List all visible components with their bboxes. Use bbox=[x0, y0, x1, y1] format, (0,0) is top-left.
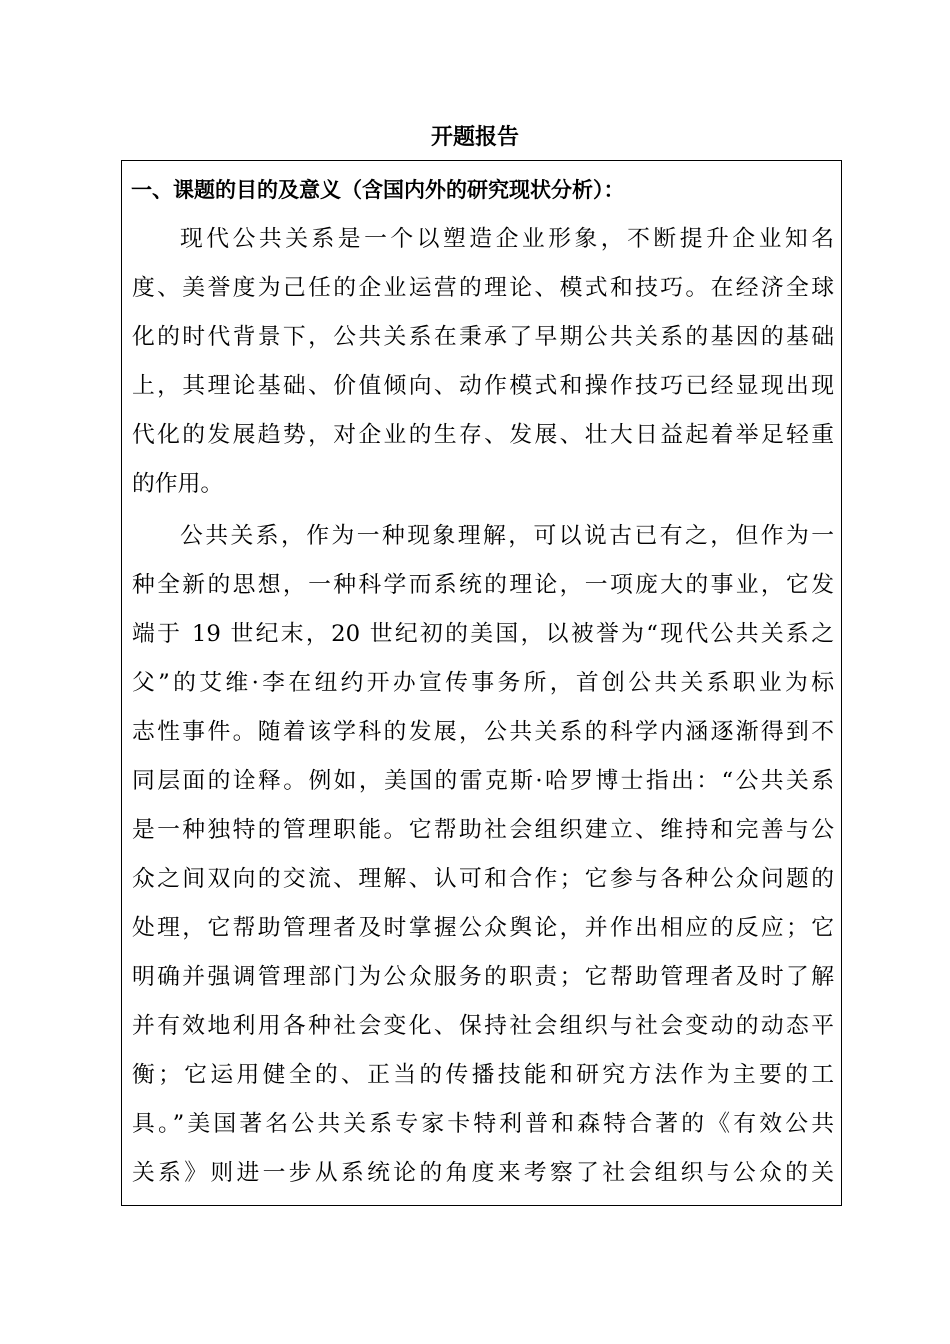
paragraph-1-line-1: 现代公共关系是一个以塑造企业形象，不断提升企业知名 bbox=[180, 226, 834, 252]
paragraph-1-line-6: 的作用。 bbox=[132, 471, 224, 497]
paragraph-2-line-8: 众之间双向的交流、理解、认可和合作；它参与各种公众问题的 bbox=[132, 866, 834, 892]
paragraph-2-line-12: 衡；它运用健全的、正当的传播技能和研究方法作为主要的工 bbox=[132, 1062, 834, 1088]
paragraph-2-line-11: 并有效地利用各种社会变化、保持社会组织与社会变动的动态平 bbox=[132, 1013, 834, 1039]
paragraph-1-line-5: 代化的发展趋势，对企业的生存、发展、壮大日益起着举足轻重 bbox=[132, 422, 834, 448]
paragraph-1-line-3: 化的时代背景下，公共关系在秉承了早期公共关系的基因的基础 bbox=[132, 324, 834, 350]
paragraph-2-line-3: 端于 19 世纪末，20 世纪初的美国，以被誉为“现代公共关系之 bbox=[132, 621, 834, 647]
paragraph-1-line-2: 度、美誉度为己任的企业运营的理论、模式和技巧。在经济全球 bbox=[132, 275, 834, 301]
report-content-box bbox=[121, 160, 842, 1206]
paragraph-2-line-6: 同层面的诠释。例如，美国的雷克斯·哈罗博士指出：“公共关系 bbox=[132, 768, 834, 794]
paragraph-2-line-10: 明确并强调管理部门为公众服务的职责；它帮助管理者及时了解 bbox=[132, 964, 834, 990]
section-heading: 一、课题的目的及意义（含国内外的研究现状分析）： bbox=[131, 177, 625, 202]
paragraph-2-line-13: 具。”美国著名公共关系专家卡特利普和森特合著的《有效公共 bbox=[132, 1111, 834, 1137]
paragraph-2-line-14: 关系》则进一步从系统论的角度来考察了社会组织与公众的关 bbox=[132, 1160, 834, 1186]
paragraph-2-line-4: 父”的艾维·李在纽约开办宣传事务所，首创公共关系职业为标 bbox=[132, 670, 834, 696]
paragraph-1-line-4: 上，其理论基础、价值倾向、动作模式和操作技巧已经显现出现 bbox=[132, 373, 834, 399]
paragraph-2-line-1: 公共关系，作为一种现象理解，可以说古已有之，但作为一 bbox=[180, 523, 834, 549]
document-title: 开题报告 bbox=[430, 124, 519, 150]
paragraph-2-line-5: 志性事件。随着该学科的发展，公共关系的科学内涵逐渐得到不 bbox=[132, 719, 834, 745]
paragraph-2-line-7: 是一种独特的管理职能。它帮助社会组织建立、维持和完善与公 bbox=[132, 817, 834, 843]
paragraph-2-line-2: 种全新的思想，一种科学而系统的理论，一项庞大的事业，它发 bbox=[132, 572, 834, 598]
paragraph-2-line-9: 处理，它帮助管理者及时掌握公众舆论，并作出相应的反应；它 bbox=[132, 915, 834, 941]
